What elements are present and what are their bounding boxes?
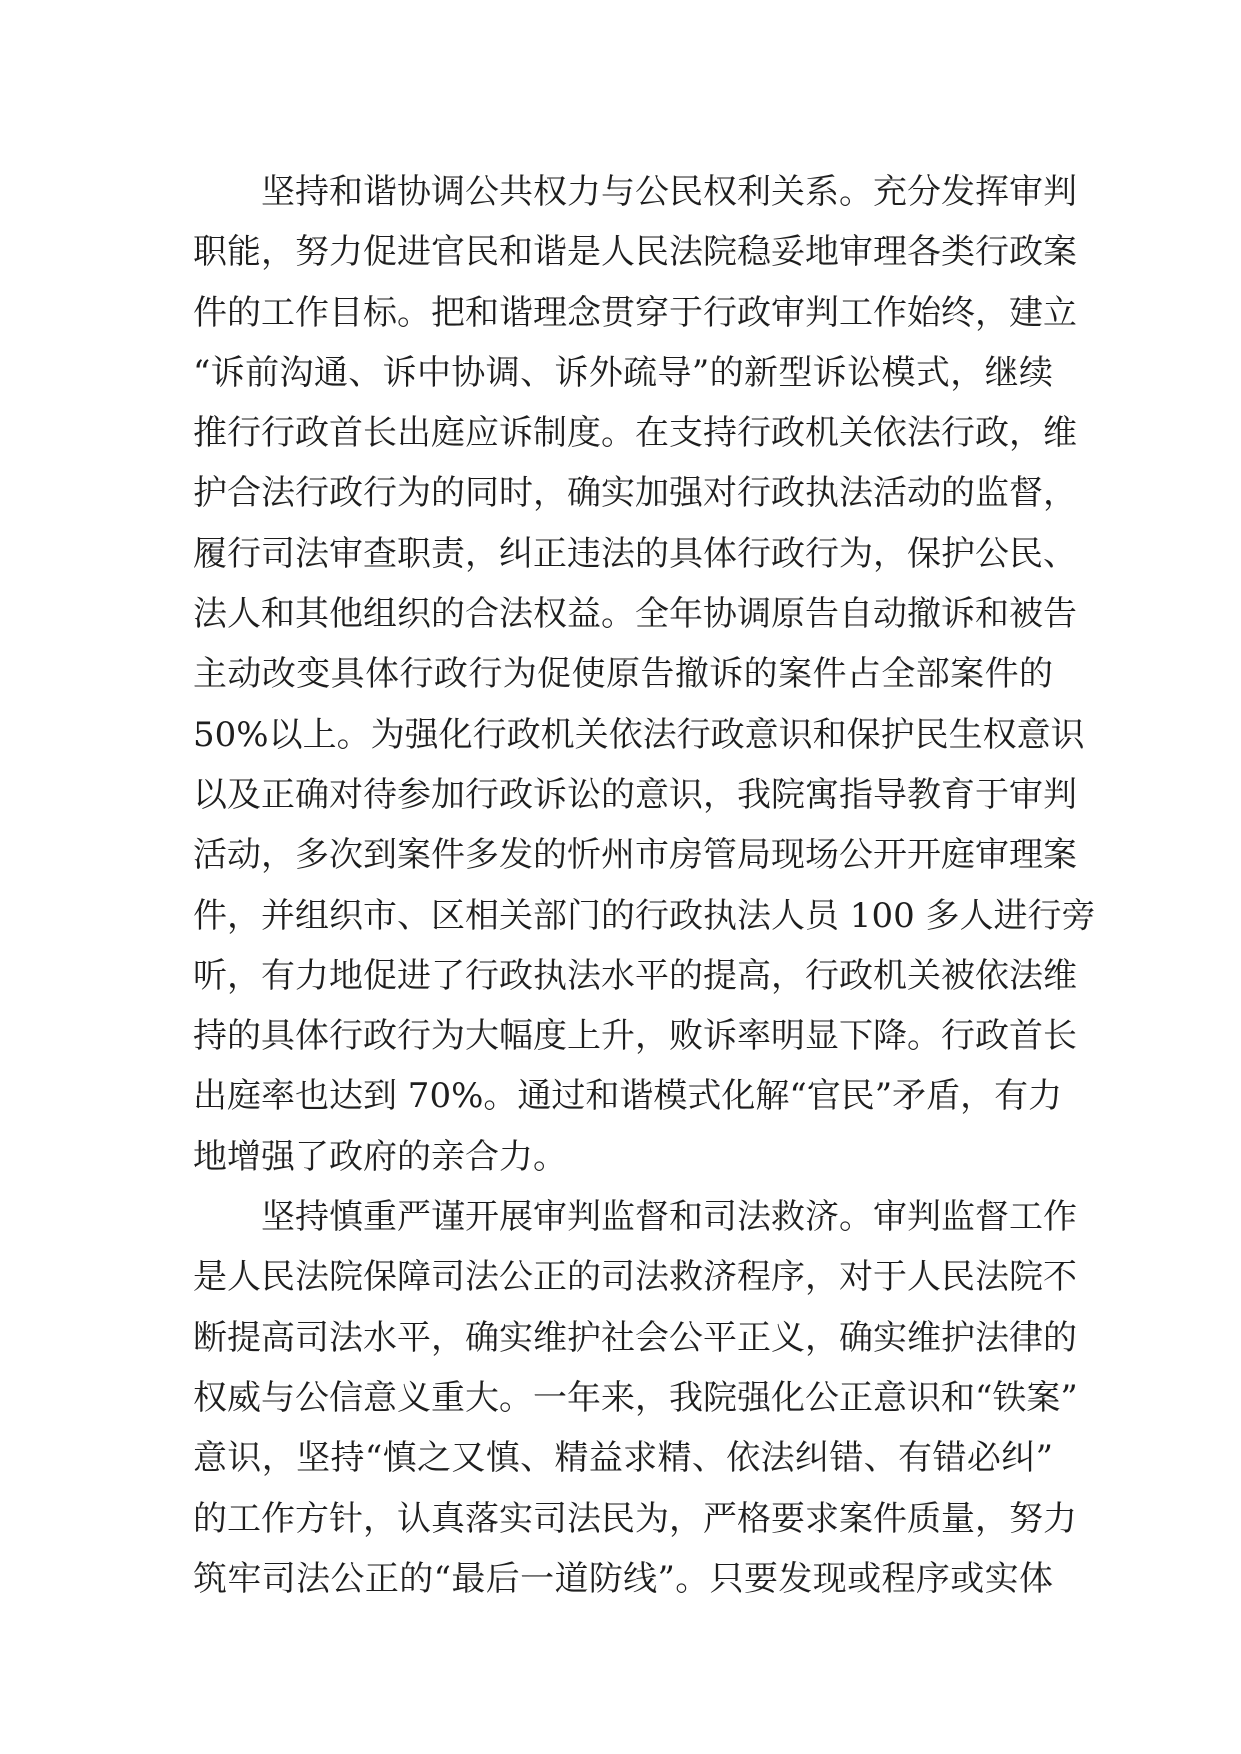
text-line: 法人和其他组织的合法权益。全年协调原告自动撤诉和被告 bbox=[193, 594, 1077, 635]
text-line: 持的具体行政行为大幅度上升，败诉率明显下降。行政首长 bbox=[193, 1016, 1077, 1057]
text-line: 坚持慎重严谨开展审判监督和司法救济。审判监督工作 bbox=[261, 1197, 1077, 1238]
document-body bbox=[193, 162, 1096, 1609]
text-line: 50%以上。为强化行政机关依法行政意识和保护民生权意识 bbox=[193, 714, 1085, 755]
text-line: 听，有力地促进了行政执法水平的提高，行政机关被依法维 bbox=[193, 955, 1077, 996]
text-line: 的工作方针，认真落实司法民为，严格要求案件质量，努力 bbox=[193, 1498, 1077, 1539]
text-line: 护合法行政行为的同时，确实加强对行政执法活动的监督， bbox=[193, 473, 1077, 514]
text-line: 主动改变具体行政行为促使原告撤诉的案件占全部案件的 bbox=[193, 654, 1053, 695]
text-line: 推行行政首长出庭应诉制度。在支持行政机关依法行政，维 bbox=[193, 413, 1077, 454]
text-line: 筑牢司法公正的“最后一道防线”。只要发现或程序或实体 bbox=[193, 1558, 1053, 1599]
text-line: 是人民法院保障司法公正的司法救济程序，对于人民法院不 bbox=[193, 1257, 1077, 1298]
text-line: 以及正确对待参加行政诉讼的意识，我院寓指导教育于审判 bbox=[193, 774, 1077, 815]
text-line: 件的工作目标。把和谐理念贯穿于行政审判工作始终，建立 bbox=[193, 292, 1077, 333]
paragraph-administrative-trial bbox=[193, 162, 1096, 1187]
text-line: 活动，多次到案件多发的忻州市房管局现场公开开庭审理案 bbox=[193, 835, 1077, 876]
text-line: 坚持和谐协调公共权力与公民权利关系。充分发挥审判 bbox=[261, 172, 1077, 212]
text-line: 件，并组织市、区相关部门的行政执法人员 100 多人进行旁 bbox=[193, 895, 1096, 936]
text-line: 权威与公信意义重大。一年来，我院强化公正意识和“铁案” bbox=[193, 1377, 1078, 1418]
text-line: 职能，努力促进官民和谐是人民法院稳妥地审理各类行政案 bbox=[193, 232, 1077, 273]
text-line: 意识，坚持“慎之又慎、精益求精、依法纠错、有错必纠” bbox=[193, 1438, 1053, 1479]
text-line: 地增强了政府的亲合力。 bbox=[193, 1136, 567, 1177]
text-line: 断提高司法水平，确实维护社会公平正义，确实维护法律的 bbox=[193, 1317, 1077, 1358]
text-line: 出庭率也达到 70%。通过和谐模式化解“官民”矛盾，有力 bbox=[193, 1076, 1063, 1117]
text-line: “诉前沟通、诉中协调、诉外疏导”的新型诉讼模式，继续 bbox=[193, 352, 1053, 393]
paragraph-trial-supervision bbox=[193, 1187, 1078, 1609]
text-line: 履行司法审查职责，纠正违法的具体行政行为，保护公民、 bbox=[193, 533, 1077, 574]
